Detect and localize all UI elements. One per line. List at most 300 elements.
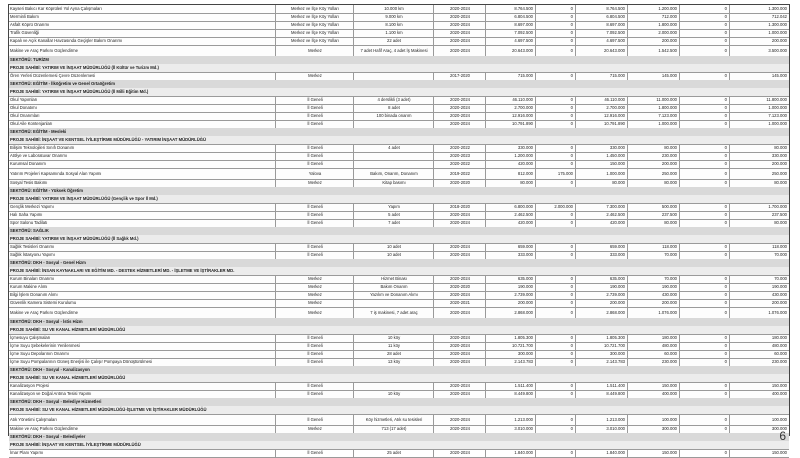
cell-prev: 0 bbox=[535, 45, 575, 56]
cell-y2021: 180.000 bbox=[627, 334, 679, 342]
cell-cost: 12.916.000 bbox=[485, 112, 535, 120]
cell-period: 2020-2024 bbox=[433, 251, 485, 259]
cell-scope: 7 iş makinesi, 7 adet araç bbox=[353, 307, 433, 318]
cell-y2020: 2.143.783 bbox=[575, 358, 627, 366]
cell-y2023: 118.000 bbox=[729, 243, 789, 251]
cell-y2023: 1.300.000 bbox=[729, 5, 789, 13]
cell-y2020: 2.462.500 bbox=[575, 211, 627, 219]
section-title: PROJE SAHİBİ: SU VE KANAL HİZMETLERİ MÜDÜRLÜĞÜ bbox=[10, 375, 126, 380]
cell-loc: Yalova bbox=[275, 168, 353, 179]
section-title: SEKTÖRÜ: DKH - Sosyal - Belediyeler bbox=[10, 434, 86, 439]
cell-scope bbox=[353, 160, 433, 168]
cell-y2022: 0 bbox=[679, 425, 729, 433]
section-title: SEKTÖRÜ: DKH - Sosyal - Kanalizasyon bbox=[10, 367, 90, 372]
cell-period: 2020-2021 bbox=[433, 299, 485, 307]
cell-y2020: 20.643.000 bbox=[575, 45, 627, 56]
section-title: PROJE SAHİBİ: YATIRIM VE İNŞAAT MÜDÜRLÜĞÜ (Gençlik ve Spor İl Md.) bbox=[10, 196, 158, 201]
cell-scope: 11 köy bbox=[353, 342, 433, 350]
cell-y2022: 0 bbox=[679, 13, 729, 21]
cell-y2020: 6.804.500 bbox=[575, 13, 627, 21]
cell-y2022: 0 bbox=[679, 414, 729, 425]
cell-project: Merminli Bakım bbox=[10, 14, 39, 19]
cell-loc: İl Geneli bbox=[275, 112, 353, 120]
cell-y2023: 70.000 bbox=[729, 275, 789, 283]
cell-y2023: 712.042 bbox=[729, 13, 789, 21]
cell-cost: 190.000 bbox=[485, 283, 535, 291]
cell-y2023: 1.000.000 bbox=[729, 29, 789, 37]
cell-project: Spor Salonu Tadilatı bbox=[10, 220, 48, 225]
cell-loc: Merkez bbox=[275, 72, 353, 80]
section-title: PROJE SAHİBİ: YATIRIM VE İNŞAAT MÜDÜRLÜĞÜ (İl Sağlık Md.) bbox=[10, 236, 139, 241]
cell-y2021: 70.000 bbox=[627, 275, 679, 283]
cell-loc: İl Geneli bbox=[275, 152, 353, 160]
cell-scope: 713 (17 adet) bbox=[353, 425, 433, 433]
cell-loc: İl Geneli bbox=[275, 414, 353, 425]
cell-y2023: 150.000 bbox=[729, 382, 789, 390]
section-title: SEKTÖRÜ: DKH - Sosyal - Belediye Hizmetleri bbox=[10, 399, 102, 404]
cell-prev: 0 bbox=[535, 283, 575, 291]
cell-y2022: 0 bbox=[679, 291, 729, 299]
cell-y2020: 46.110.000 bbox=[575, 96, 627, 104]
cell-period: 2020-2024 bbox=[433, 104, 485, 112]
cell-project: Sosyal Tesis Bakımı bbox=[10, 180, 48, 185]
cell-y2023: 190.000 bbox=[729, 283, 789, 291]
cell-loc: İl Geneli bbox=[275, 120, 353, 128]
cell-y2022: 0 bbox=[679, 179, 729, 187]
cell-prev: 0 bbox=[535, 219, 575, 227]
cell-loc: Merkez ve İlçe Köy Yolları bbox=[275, 5, 353, 13]
cell-y2022: 0 bbox=[679, 449, 729, 457]
cell-scope: 10.000 km bbox=[353, 5, 433, 13]
cell-cost: 6.804.500 bbox=[485, 13, 535, 21]
cell-cost: 7.092.500 bbox=[485, 29, 535, 37]
cell-y2020: 1.450.000 bbox=[575, 152, 627, 160]
cell-cost: 10.721.700 bbox=[485, 342, 535, 350]
cell-y2022: 0 bbox=[679, 45, 729, 56]
cell-project: Sağlık İstasyonu Yapımı bbox=[10, 252, 55, 257]
cell-y2021: 200.000 bbox=[627, 37, 679, 45]
cell-project: Yatırım Projeleri Kapsamında Sosyal Alan Yapımı bbox=[10, 171, 102, 176]
cell-y2021: 230.000 bbox=[627, 358, 679, 366]
cell-period: 2020-2024 bbox=[433, 21, 485, 29]
cell-y2021: 230.000 bbox=[627, 152, 679, 160]
cell-y2021: 1.000.000 bbox=[627, 120, 679, 128]
cell-y2020: 635.000 bbox=[575, 275, 627, 283]
cell-period: 2020-2024 bbox=[433, 45, 485, 56]
cell-y2023: 150.000 bbox=[729, 449, 789, 457]
cell-y2022: 0 bbox=[679, 283, 729, 291]
cell-y2021: 150.000 bbox=[627, 449, 679, 457]
section-title: SEKTÖRÜ: EĞİTİM - İlköğretim ve Genel Ortaöğretim bbox=[10, 81, 115, 86]
cell-project: İçme Suyu Depolarının Onarımı bbox=[10, 351, 69, 356]
cell-y2021: 2.000.000 bbox=[627, 29, 679, 37]
cell-project: İçmesuyu Çalışmaları bbox=[10, 335, 51, 340]
cell-y2021: 70.000 bbox=[627, 251, 679, 259]
cell-scope: 28 adet bbox=[353, 350, 433, 358]
cell-y2020: 10.791.890 bbox=[575, 120, 627, 128]
cell-period: 2017-2020 bbox=[433, 72, 485, 80]
cell-prev: 0 bbox=[535, 179, 575, 187]
cell-prev: 0 bbox=[535, 299, 575, 307]
cell-project: Kanalizasyon Projesi bbox=[10, 383, 49, 388]
cell-prev: 0 bbox=[535, 251, 575, 259]
cell-project: İçme Suyu Pompalarının Güneş Enerjisi ile Çalışır Pompaya Dönüştürülmesi bbox=[10, 359, 152, 364]
cell-cost: 1.200.000 bbox=[485, 152, 535, 160]
cell-loc: İl Geneli bbox=[275, 144, 353, 152]
cell-loc: İl Geneli bbox=[275, 219, 353, 227]
cell-loc: İl Geneli bbox=[275, 382, 353, 390]
cell-y2022: 0 bbox=[679, 160, 729, 168]
cell-period: 2018-2020 bbox=[433, 203, 485, 211]
table-row bbox=[9, 449, 789, 458]
cell-y2021: 11.000.000 bbox=[627, 96, 679, 104]
cell-y2021: 712.000 bbox=[627, 13, 679, 21]
cell-prev: 175.000 bbox=[535, 168, 575, 179]
cell-period: 2020-2024 bbox=[433, 5, 485, 13]
cell-prev: 0 bbox=[535, 334, 575, 342]
cell-scope: 13 köy bbox=[353, 358, 433, 366]
cell-period: 2020-2020 bbox=[433, 179, 485, 187]
cell-y2020: 200.000 bbox=[575, 299, 627, 307]
cell-scope: 5 adet bbox=[353, 211, 433, 219]
cell-project: Bilgi İşlem Donanım Alımı bbox=[10, 292, 58, 297]
cell-y2020: 1.840.000 bbox=[575, 449, 627, 457]
cell-period: 2020-2024 bbox=[433, 390, 485, 398]
cell-prev: 0 bbox=[535, 112, 575, 120]
cell-prev: 0 bbox=[535, 152, 575, 160]
cell-y2021: 480.000 bbox=[627, 342, 679, 350]
cell-y2023: 1.000.000 bbox=[729, 120, 789, 128]
cell-period: 2020-2024 bbox=[433, 96, 485, 104]
cell-period: 2020-2023 bbox=[433, 152, 485, 160]
cell-period: 2020-2024 bbox=[433, 243, 485, 251]
cell-project: Trafik Güvenliği bbox=[10, 30, 39, 35]
cell-y2020: 1.213.000 bbox=[575, 414, 627, 425]
cell-period: 2020-2022 bbox=[433, 160, 485, 168]
cell-scope: Hizmet Binası bbox=[353, 275, 433, 283]
cell-y2023: 180.000 bbox=[729, 334, 789, 342]
cell-prev: 0 bbox=[535, 382, 575, 390]
cell-scope: Kitap basımı bbox=[353, 179, 433, 187]
cell-y2021: 80.000 bbox=[627, 144, 679, 152]
section-title: SEKTÖRÜ: EĞİTİM - Yüksek Öğretim bbox=[10, 188, 83, 193]
section-title: SEKTÖRÜ: DKH - Sosyal - İstis Hizm bbox=[10, 319, 83, 324]
cell-cost: 300.000 bbox=[485, 350, 535, 358]
cell-y2022: 0 bbox=[679, 299, 729, 307]
cell-loc: İl Geneli bbox=[275, 203, 353, 211]
cell-y2021: 200.000 bbox=[627, 160, 679, 168]
cell-prev: 0 bbox=[535, 37, 575, 45]
cell-loc: Merkez ve İlçe Köy Yolları bbox=[275, 29, 353, 37]
cell-period: 2020-2024 bbox=[433, 291, 485, 299]
cell-y2020: 2.868.000 bbox=[575, 307, 627, 318]
cell-y2020: 12.916.000 bbox=[575, 112, 627, 120]
cell-project: Okul Aile Kontenjanları bbox=[10, 121, 53, 126]
cell-y2022: 0 bbox=[679, 152, 729, 160]
cell-scope: Bakım Onarım bbox=[353, 283, 433, 291]
cell-project: Kurum Binaları Onarımı bbox=[10, 276, 54, 281]
cell-loc: İl Geneli bbox=[275, 96, 353, 104]
cell-prev: 0 bbox=[535, 144, 575, 152]
cell-y2023: 300.000 bbox=[729, 425, 789, 433]
cell-scope: 1.100 km bbox=[353, 29, 433, 37]
cell-prev: 0 bbox=[535, 21, 575, 29]
cell-y2023: 145.000 bbox=[729, 72, 789, 80]
cell-period: 2020-2024 bbox=[433, 120, 485, 128]
cell-y2023: 330.000 bbox=[729, 152, 789, 160]
cell-project: Sağlık Tesisleri Onarımı bbox=[10, 244, 55, 249]
cell-y2020: 2.739.000 bbox=[575, 291, 627, 299]
cell-scope: 4 adet bbox=[353, 144, 433, 152]
cell-y2021: 1.542.500 bbox=[627, 45, 679, 56]
cell-scope: 4 derslikli (3 adet) bbox=[353, 96, 433, 104]
cell-project: Gençlik Merkezi Yapımı bbox=[10, 204, 54, 209]
cell-scope: Yazılım ve Donanım Alımı bbox=[353, 291, 433, 299]
cell-period: 2020-2024 bbox=[433, 211, 485, 219]
cell-cost: 2.700.000 bbox=[485, 104, 535, 112]
cell-y2023: 3.500.000 bbox=[729, 45, 789, 56]
cell-project: Makine ve Araç Parkını Güçlendirme bbox=[10, 310, 78, 315]
cell-y2021: 145.000 bbox=[627, 72, 679, 80]
section-title: PROJE SAHİBİ: YATIRIM VE İNŞAAT MÜDÜRLÜĞÜ (İl Milli Eğitim Md.) bbox=[10, 89, 149, 94]
cell-y2021: 118.000 bbox=[627, 243, 679, 251]
section-title: SEKTÖRÜ: TURİZM bbox=[10, 57, 49, 62]
cell-y2022: 0 bbox=[679, 112, 729, 120]
cell-y2020: 8.697.000 bbox=[575, 21, 627, 29]
cell-period: 2020-2024 bbox=[433, 358, 485, 366]
cell-cost: 200.000 bbox=[485, 299, 535, 307]
cell-y2023: 11.800.000 bbox=[729, 96, 789, 104]
cell-prev: 0 bbox=[535, 243, 575, 251]
cell-prev: 0 bbox=[535, 350, 575, 358]
cell-y2021: 250.000 bbox=[627, 168, 679, 179]
cell-period: 2020-2024 bbox=[433, 382, 485, 390]
cell-loc: İl Geneli bbox=[275, 358, 353, 366]
cell-y2021: 1.076.000 bbox=[627, 307, 679, 318]
cell-y2021: 100.000 bbox=[627, 414, 679, 425]
section-title: SEKTÖRÜ: DKH - Sosyal - Genel Hizm bbox=[10, 260, 86, 265]
cell-scope: Yapım bbox=[353, 203, 433, 211]
cell-cost: 1.213.000 bbox=[485, 414, 535, 425]
cell-loc: Merkez bbox=[275, 425, 353, 433]
cell-y2021: 1.800.000 bbox=[627, 104, 679, 112]
cell-prev: 0 bbox=[535, 211, 575, 219]
cell-y2022: 0 bbox=[679, 390, 729, 398]
cell-cost: 2.868.000 bbox=[485, 307, 535, 318]
cell-y2023: 1.300.000 bbox=[729, 21, 789, 29]
cell-y2020: 3.010.000 bbox=[575, 425, 627, 433]
cell-y2022: 0 bbox=[679, 342, 729, 350]
cell-cost: 333.000 bbox=[485, 251, 535, 259]
cell-loc: Merkez bbox=[275, 291, 353, 299]
cell-y2022: 0 bbox=[679, 243, 729, 251]
cell-prev: 0 bbox=[535, 291, 575, 299]
cell-period: 2020-2024 bbox=[433, 449, 485, 457]
cell-loc: İl Geneli bbox=[275, 334, 353, 342]
cell-cost: 3.010.000 bbox=[485, 425, 535, 433]
cell-scope: 10 adet bbox=[353, 243, 433, 251]
cell-period: 2020-2024 bbox=[433, 414, 485, 425]
cell-period: 2019-2022 bbox=[433, 168, 485, 179]
cell-loc: İl Geneli bbox=[275, 104, 353, 112]
cell-y2021: 430.000 bbox=[627, 291, 679, 299]
cell-prev: 0 bbox=[535, 29, 575, 37]
cell-y2023: 200.000 bbox=[729, 37, 789, 45]
cell-loc: Merkez ve İlçe Köy Yolları bbox=[275, 37, 353, 45]
cell-prev: 0 bbox=[535, 104, 575, 112]
cell-y2023: 1.000.000 bbox=[729, 104, 789, 112]
section-title: PROJE SAHİBİ: İNSAN KAYNAKLARI VE EĞİTİM MD. - DESTEK HİZMETLERİ MD. - İŞLETME VE İŞTİRAKLER MD. bbox=[10, 268, 235, 273]
cell-y2023: 250.000 bbox=[729, 168, 789, 179]
section-title: PROJE SAHİBİ: İNŞAAT VE KENTSEL İYİLEŞTİRME MÜDÜRLÜĞÜ bbox=[10, 442, 141, 447]
cell-project: Asfalt Köprü Onarımı bbox=[10, 22, 50, 27]
cell-loc: Merkez bbox=[275, 275, 353, 283]
cell-y2023: 200.000 bbox=[729, 299, 789, 307]
cell-project: Makine ve Araç Parkını Güçlendirme bbox=[10, 426, 78, 431]
cell-y2023: 400.000 bbox=[729, 390, 789, 398]
cell-prev: 0 bbox=[535, 342, 575, 350]
cell-y2022: 0 bbox=[679, 168, 729, 179]
cell-loc: Merkez ve İlçe Köy Yolları bbox=[275, 13, 353, 21]
cell-y2020: 659.000 bbox=[575, 243, 627, 251]
cell-period: 2020-2024 bbox=[433, 334, 485, 342]
cell-project: Okul Donatımı bbox=[10, 105, 37, 110]
cell-y2021: 400.000 bbox=[627, 390, 679, 398]
cell-loc: İl Geneli bbox=[275, 342, 353, 350]
cell-scope bbox=[353, 120, 433, 128]
cell-scope: 10 köy bbox=[353, 334, 433, 342]
cell-prev: 0 bbox=[535, 390, 575, 398]
cell-project: Makine ve Araç Parkını Güçlendirme bbox=[10, 48, 78, 53]
cell-y2023: 80.000 bbox=[729, 144, 789, 152]
cell-y2020: 300.000 bbox=[575, 350, 627, 358]
section-title: PROJE SAHİBİ: YATIRIM VE İNŞAAT MÜDÜRLÜĞÜ (İl Kültür ve Turizm Md.) bbox=[10, 65, 159, 70]
cell-scope: Bakım, Onarım, Donanım bbox=[353, 168, 433, 179]
cell-scope bbox=[353, 299, 433, 307]
cell-y2021: 150.000 bbox=[627, 382, 679, 390]
cell-y2023: 80.000 bbox=[729, 179, 789, 187]
cell-y2022: 0 bbox=[679, 350, 729, 358]
cell-cost: 8.697.000 bbox=[485, 21, 535, 29]
cell-y2021: 60.000 bbox=[627, 350, 679, 358]
cell-y2020: 715.000 bbox=[575, 72, 627, 80]
cell-y2022: 0 bbox=[679, 72, 729, 80]
cell-scope: 8 adet bbox=[353, 104, 433, 112]
cell-cost: 46.110.000 bbox=[485, 96, 535, 104]
cell-project: Okul Yapımları bbox=[10, 97, 38, 102]
cell-y2020: 1.511.400 bbox=[575, 382, 627, 390]
cell-period: 2020-2024 bbox=[433, 37, 485, 45]
cell-scope: 25 adet bbox=[353, 449, 433, 457]
cell-y2022: 0 bbox=[679, 203, 729, 211]
cell-project: Atölye ve Laboratuvar Onarımı bbox=[10, 153, 68, 158]
cell-project: Atık Yönetimi Çalışmaları bbox=[10, 417, 57, 422]
cell-cost: 8.449.800 bbox=[485, 390, 535, 398]
cell-y2022: 0 bbox=[679, 334, 729, 342]
budget-table bbox=[8, 4, 790, 455]
cell-y2020: 8.764.500 bbox=[575, 5, 627, 13]
cell-cost: 4.697.500 bbox=[485, 37, 535, 45]
cell-y2022: 0 bbox=[679, 29, 729, 37]
cell-period: 2020-2020 bbox=[433, 283, 485, 291]
cell-y2022: 0 bbox=[679, 21, 729, 29]
cell-cost: 8.764.500 bbox=[485, 5, 535, 13]
cell-cost: 2.462.500 bbox=[485, 211, 535, 219]
cell-loc: Merkez bbox=[275, 179, 353, 187]
cell-project: Ören Yerleri Düzenlemesi Çevre Düzenlemesi bbox=[10, 73, 96, 78]
cell-period: 2020-2024 bbox=[433, 13, 485, 21]
cell-scope: Köy hizmetleri, Atık su tesisleri bbox=[353, 414, 433, 425]
cell-y2021: 80.000 bbox=[627, 219, 679, 227]
cell-y2020: 333.000 bbox=[575, 251, 627, 259]
cell-y2022: 0 bbox=[679, 358, 729, 366]
cell-loc: İl Geneli bbox=[275, 390, 353, 398]
cell-prev: 0 bbox=[535, 120, 575, 128]
cell-y2020: 150.000 bbox=[575, 160, 627, 168]
cell-period: 2020-2024 bbox=[433, 342, 485, 350]
cell-y2023: 70.000 bbox=[729, 251, 789, 259]
cell-project: Bilişim Teknolojileri Sınıfı Donanım bbox=[10, 145, 75, 150]
cell-loc: İl Geneli bbox=[275, 449, 353, 457]
cell-y2021: 7.123.000 bbox=[627, 112, 679, 120]
section-title: SEKTÖRÜ: EĞİTİM - Mesleki bbox=[10, 129, 67, 134]
cell-y2023: 1.076.000 bbox=[729, 307, 789, 318]
cell-cost: 420.000 bbox=[485, 219, 535, 227]
cell-y2023: 60.000 bbox=[729, 350, 789, 358]
cell-scope: 9.000 km bbox=[353, 13, 433, 21]
cell-y2022: 0 bbox=[679, 219, 729, 227]
cell-prev: 0 bbox=[535, 5, 575, 13]
cell-project: Kapalı ve Açık Kanallar Havzasında Geçişler Bakım Onarımı bbox=[10, 38, 123, 43]
cell-scope: 10 köy bbox=[353, 390, 433, 398]
cell-cost: 6.800.000 bbox=[485, 203, 535, 211]
cell-y2020: 190.000 bbox=[575, 283, 627, 291]
cell-period: 2020-2024 bbox=[433, 29, 485, 37]
cell-loc: Merkez ve İlçe Köy Yolları bbox=[275, 21, 353, 29]
cell-y2023: 230.000 bbox=[729, 358, 789, 366]
cell-period: 2020-2024 bbox=[433, 307, 485, 318]
cell-project: İçme Suyu Şebekelerinin Yenilenmesi bbox=[10, 343, 80, 348]
cell-cost: 20.643.000 bbox=[485, 45, 535, 56]
cell-scope bbox=[353, 152, 433, 160]
cell-y2022: 0 bbox=[679, 275, 729, 283]
cell-loc: İl Geneli bbox=[275, 350, 353, 358]
cell-scope: 8.100 km bbox=[353, 21, 433, 29]
cell-y2020: 420.000 bbox=[575, 219, 627, 227]
cell-y2022: 0 bbox=[679, 307, 729, 318]
cell-prev: 0 bbox=[535, 160, 575, 168]
cell-y2020: 7.300.000 bbox=[575, 203, 627, 211]
cell-y2023: 80.000 bbox=[729, 219, 789, 227]
cell-loc: Merkez bbox=[275, 283, 353, 291]
cell-y2022: 0 bbox=[679, 37, 729, 45]
cell-y2022: 0 bbox=[679, 251, 729, 259]
cell-y2023: 7.123.000 bbox=[729, 112, 789, 120]
page-number: 6 bbox=[779, 429, 786, 443]
cell-y2021: 500.000 bbox=[627, 203, 679, 211]
cell-cost: 10.791.890 bbox=[485, 120, 535, 128]
cell-y2020: 80.000 bbox=[575, 179, 627, 187]
cell-y2020: 4.697.500 bbox=[575, 37, 627, 45]
cell-cost: 80.000 bbox=[485, 179, 535, 187]
cell-cost: 635.000 bbox=[485, 275, 535, 283]
cell-cost: 1.805.300 bbox=[485, 334, 535, 342]
cell-project: İmar Planı Yapımı bbox=[10, 450, 44, 455]
cell-cost: 1.511.400 bbox=[485, 382, 535, 390]
cell-project: Kayseri Bakıcı Kar Köprüleri Yol Ayna Çalışmaları bbox=[10, 6, 102, 11]
cell-y2020: 10.721.700 bbox=[575, 342, 627, 350]
cell-loc: İl Geneli bbox=[275, 243, 353, 251]
